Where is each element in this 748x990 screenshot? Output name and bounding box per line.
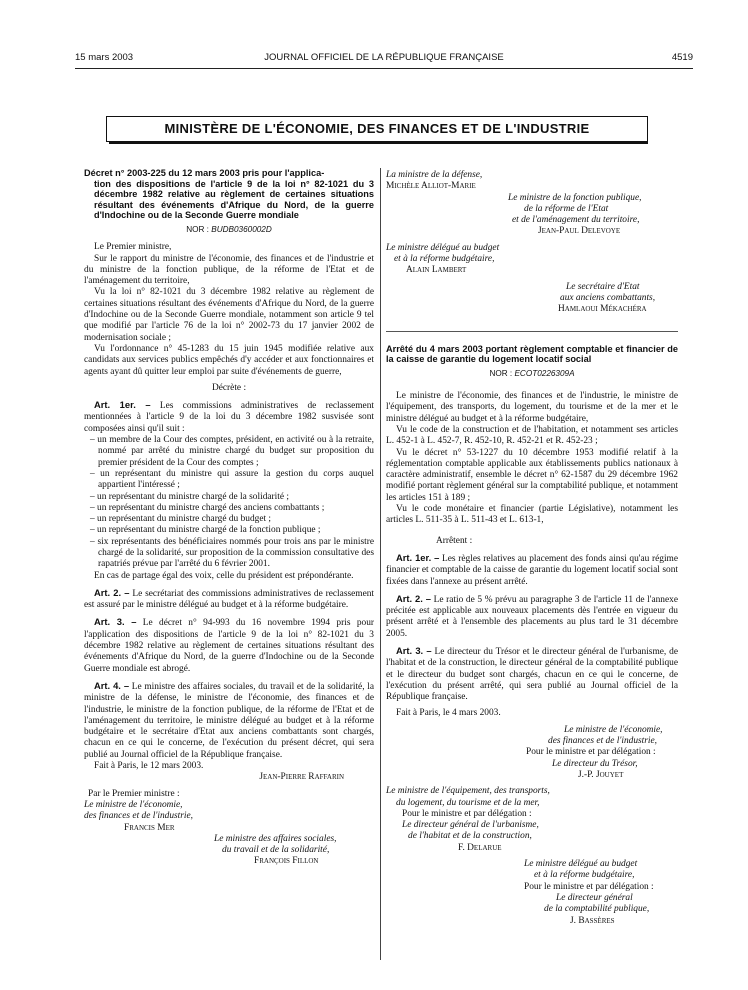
signature-title: Le directeur général de l'urbanisme, <box>402 820 539 831</box>
article-label: Art. 4. – <box>94 679 130 691</box>
article-text: Le directeur du Trésor et le directeur général de l'urbanisme, de l'habitat et de la construction, le directeur général de la comptabilité publique et le directeur du budget sont chargés, chacun en ce qui le concerne, de l'exécution du présent arrêté, qui sera publié au Journal officiel de la République française. <box>386 646 679 703</box>
signature-title: Le directeur général <box>556 892 633 903</box>
article-label: Art. 1er. – <box>94 399 151 411</box>
signature-title: et à la réforme budgétaire, <box>534 870 635 881</box>
decree-nor-label: NOR : <box>186 224 209 234</box>
signature-title: Le secrétaire d'Etat <box>566 281 640 292</box>
list-item: – un représentant du ministre qui assure la gestion du corps auquel appartient l'intéressé ; <box>90 468 374 491</box>
decree-article-4 <box>84 680 374 761</box>
signature-title: du logement, du tourisme et de la mer, <box>396 797 540 808</box>
list-item: – un représentant du ministre chargé du budget ; <box>90 514 272 525</box>
arrete-article-3 <box>386 645 678 703</box>
signature-name: Michèle Alliot-Marie <box>386 181 476 192</box>
arrete-considerant: Vu le code de la construction et de l'habitation, et notamment ses articles L. 452-1 à L. 452-7, R. 452-10, R. 452-21 et R. 452-23 ; <box>386 424 678 447</box>
decree-title-line1: Décret n° 2003-225 du 12 mars 2003 pris pour l'applica- <box>84 168 325 178</box>
signature-name: J.-P. Jouyet <box>578 769 624 780</box>
right-column <box>386 170 678 927</box>
arrete-nor-label: NOR : <box>489 368 513 378</box>
arrete-arretent: Arrêtent : <box>436 535 473 546</box>
signature-name: Hamlaoui Mékachéra <box>558 304 647 315</box>
decree-par-pm: Par le Premier ministre : <box>88 788 180 799</box>
list-item: – un représentant du ministre chargé de la fonction publique ; <box>90 525 321 536</box>
signature-equipment <box>386 786 678 854</box>
decree-fait: Fait à Paris, le 12 mars 2003. <box>94 761 204 772</box>
signature-title: La ministre de la défense, <box>386 170 483 180</box>
signature-name: Alain Lambert <box>406 265 467 276</box>
decree-nor-code: BUDB0360002D <box>211 224 272 234</box>
signature-title: Le directeur du Trésor, <box>552 758 638 769</box>
article-label: Art. 3. – <box>396 644 432 656</box>
signature-title: Le ministre délégué au budget <box>386 242 500 253</box>
signature-title: aux anciens combattants, <box>560 292 656 303</box>
article-label: Art. 1er. – <box>396 551 440 563</box>
signature-title: et à la réforme budgétaire, <box>394 254 495 265</box>
article-label: Art. 2. – <box>94 586 130 598</box>
arrete-article-2 <box>386 593 678 640</box>
signature-name: F. Delarue <box>458 842 502 853</box>
signature-title: de la comptabilité publique, <box>544 904 650 915</box>
signature-title: et de l'aménagement du territoire, <box>512 215 640 226</box>
decree-article-1-list <box>84 435 374 571</box>
signature-name: Jean-Paul Delevoye <box>538 226 621 237</box>
decree-pm-name: Jean-Pierre Raffarin <box>259 772 344 783</box>
ministry-heading: MINISTÈRE DE L'ÉCONOMIE, DES FINANCES ET DE L'INDUSTRIE <box>106 116 648 142</box>
arrete-fait: Fait à Paris, le 4 mars 2003. <box>396 708 501 719</box>
decree-article-1-end: En cas de partage égal des voix, celle du président est prépondérante. <box>94 570 354 581</box>
signature-veterans <box>386 282 678 316</box>
header-rule <box>75 68 693 69</box>
article-text: Le décret n° 94-993 du 16 novembre 1994 pris pour l'application des dispositions de l'article 9 de la loi n° 82-1021 du 3 décembre 1982 relative au règlement de certaines situations résultant des événements d'Afrique du Nord, de la guerre d'Indochine ou de la Seconde Guerre mondiale est abrogé. <box>84 618 375 674</box>
page-header <box>75 52 693 66</box>
header-journal: JOURNAL OFFICIEL DE LA RÉPUBLIQUE FRANÇAISE <box>264 52 504 63</box>
decree-title <box>84 168 374 221</box>
decree-considerant: Vu l'ordonnance n° 45-1283 du 15 juin 1945 modifiée relative aux candidats aux services publics empêchés d'y accéder et aux fonctionnaires et agents ayant dû quitter leur emploi par suite d'événements de guerre, <box>84 343 374 377</box>
article-text: Le ratio de 5 % prévu au paragraphe 3 de l'article 11 de l'annexe précitée est applicable aux nouveaux placements dès l'entrée en vigueur du présent arrêté et à l'ensemble des placements au plus tard le 31 décembre 2005. <box>386 594 679 639</box>
list-item: – un représentant du ministre chargé des anciens combattants ; <box>90 502 325 513</box>
article-text: Le ministre des affaires sociales, du travail et de la solidarité, la ministre de la défense, le ministre de l'économie, des finances et de l'industrie, le ministre de la fonction publique, de la réforme de l'Etat et de l'aménagement du territoire, le ministre délégué au budget et à la réforme budgétaire et le secrétaire d'Etat aux anciens combattants sont chargés, chacun en ce qui le concerne, de l'exécution du présent décret, qui sera publié au Journal officiel de la République française. <box>84 681 374 760</box>
article-label: Art. 2. – <box>396 592 431 604</box>
decree-article-2 <box>84 587 374 612</box>
decree-article-3 <box>84 616 374 674</box>
list-item: – six représentants des bénéficiaires nommés pour trois ans par le ministre chargé de la solidarité, sur proposition de la commission consultative des rapatriés prévue par l'arrêté du 6 février 2001. <box>90 536 374 570</box>
list-item: – un membre de la Cour des comptes, président, en activité ou à la retraite, nommé par arrêté du ministre chargé du budget sur proposition du premier président de la Cour des comptes ; <box>90 435 374 468</box>
signature-name: François Fillon <box>254 856 319 867</box>
article-text: Le secrétariat des commissions administratives de reclassement est assuré par le ministre délégué au budget et à la réforme budgétaire. <box>84 588 375 611</box>
signature-title: de l'habitat et de la construction, <box>408 831 532 842</box>
signature-public-accounts <box>386 859 678 927</box>
column-divider <box>380 168 381 960</box>
arrete-considerant: Vu le code monétaire et financier (partie Législative), notamment les articles L. 511-35 à L. 511-43 et L. 613-1, <box>386 504 678 526</box>
signature-economy <box>84 800 374 834</box>
signature-title: Le ministre des affaires sociales, <box>214 833 337 844</box>
decree-article-1 <box>84 399 374 435</box>
arrete-title: Arrêté du 4 mars 2003 portant règlement comptable et financier de la caisse de garantie du logement locatif social <box>386 343 678 365</box>
arrete-considerant: Vu le décret n° 53-1227 du 10 décembre 1953 modifié relatif à la réglementation comptable applicable aux établissements publics nationaux à caractère administratif, ensemble le décret n° 62-1587 du 29 décembre 1962 modifié portant règlement général sur la comptabilité publique, et notamment les articles 151 à 189 ; <box>386 447 678 503</box>
signature-delegation: Pour le ministre et par délégation : <box>524 881 654 892</box>
signature-title: de la réforme de l'Etat <box>524 203 609 214</box>
header-date: 15 mars 2003 <box>75 52 134 63</box>
signature-delegation: Pour le ministre et par délégation : <box>402 808 532 819</box>
decree-column <box>84 168 374 868</box>
signature-title: des finances et de l'industrie, <box>548 736 658 747</box>
decree-title-rest: tion des dispositions de l'article 9 de la loi n° 82-1021 du 3 décembre 1982 relative au règlement de certaines situations résultant des événements d'Afrique du Nord, de la guerre d'Indochine ou de la Seconde Guerre mondiale <box>94 178 374 221</box>
signature-public-service <box>386 193 678 238</box>
signature-title: Le ministre de l'économie, <box>564 724 663 735</box>
decree-nor <box>84 224 374 235</box>
arrete-nor-code: ECOT0226309A <box>514 368 575 378</box>
list-item: – un représentant du ministre chargé de la solidarité ; <box>90 491 289 502</box>
signature-title: du travail et de la solidarité, <box>222 845 330 856</box>
signature-defense <box>386 170 678 193</box>
arrete-intro: Le ministre de l'économie, des finances et de l'industrie, le ministre de l'équipement, des transports, du logement, du tourisme et de la mer et le ministre délégué au budget et à la réforme budgétaire, <box>386 391 678 424</box>
signature-tresor <box>386 725 678 781</box>
arrete-nor <box>386 368 678 379</box>
section-divider <box>386 331 678 332</box>
decree-decrete: Décrète : <box>211 382 247 393</box>
signature-delegation: Pour le ministre et par délégation : <box>526 747 656 758</box>
article-text: Les commissions administratives de reclassement mentionnées à l'article 9 de la loi du 3 décembre 1982 susvisée sont composées ainsi qu'il suit : <box>84 401 375 434</box>
signature-social-affairs <box>84 834 374 868</box>
decree-considerant: Vu la loi n° 82-1021 du 3 décembre 1982 relative au règlement de certaines situations résultant des événements d'Afrique du Nord, de la guerre d'Indochine ou de la Seconde Guerre mondiale, notamment son article 9 tel que modifié par l'article 76 de la loi n° 2002-73 du 17 janvier 2002 de modernisation sociale ; <box>84 287 374 343</box>
article-label: Art. 3. – <box>94 616 137 628</box>
signature-name: Francis Mer <box>124 822 175 833</box>
signature-title: des finances et de l'industrie, <box>84 811 194 822</box>
signature-name: J. Bassères <box>570 915 615 926</box>
decree-considerant: Sur le rapport du ministre de l'économie, des finances et de l'industrie et du ministre de la fonction publique, de la réforme de l'Etat et de l'aménagement du territoire, <box>84 253 374 287</box>
article-text: Les règles relatives au placement des fonds ainsi qu'au régime financier et comptable de la caisse de garantie du logement locatif social sont fixées dans l'annexe au présent arrêté. <box>386 553 679 587</box>
signature-title: Le ministre de l'économie, <box>84 799 183 810</box>
arrete-article-1 <box>386 552 678 588</box>
decree-intro: Le Premier ministre, <box>94 242 172 253</box>
signature-title: Le ministre délégué au budget <box>524 859 638 870</box>
signature-title: Le ministre de la fonction publique, <box>508 192 642 203</box>
signature-title: Le ministre de l'équipement, des transports, <box>386 786 550 797</box>
header-page-number: 4519 <box>671 52 693 63</box>
signature-budget <box>386 243 678 277</box>
